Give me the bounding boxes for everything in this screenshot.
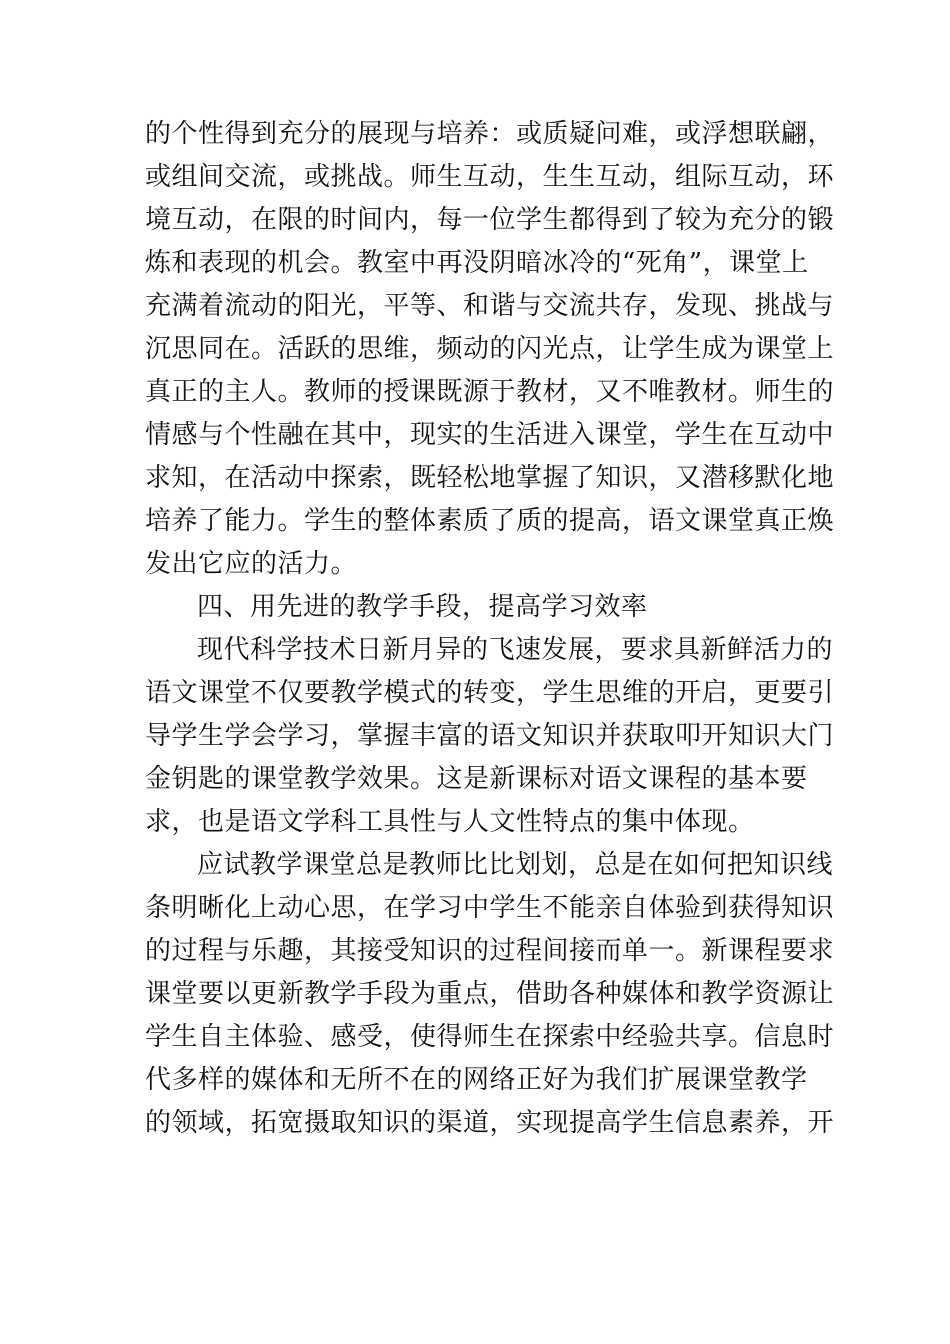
text-line: 充满着流动的阳光，平等、和谐与交流共存，发现、挑战与 — [145, 291, 835, 321]
text-line: 条明晰化上动心思，在学习中学生不能亲自体验到获得知识 — [145, 893, 835, 923]
text-line: 发出它应的活力。 — [145, 549, 358, 579]
paragraph-start-line: 现代科学技术日新月异的飞速发展，要求具新鲜活力的 — [197, 635, 834, 665]
text-line: 的过程与乐趣，其接受知识的过程间接而单一。新课程要求 — [145, 936, 835, 966]
paragraph-start-line: 应试教学课堂总是教师比比划划，总是在如何把知识线 — [197, 850, 834, 880]
text-line: 求，也是语文学科工具性与人文性特点的集中体现。 — [145, 807, 755, 837]
section-heading: 四、用先进的教学手段，提高学习效率 — [197, 592, 648, 622]
text-line: 的个性得到充分的展现与培养：或质疑问难，或浮想联翩， — [145, 119, 835, 149]
text-line: 境互动，在限的时间内，每一位学生都得到了较为充分的锻 — [145, 205, 835, 235]
text-line: 课堂要以更新教学手段为重点，借助各种媒体和教学资源让 — [145, 979, 835, 1009]
text-line: 炼和表现的机会。教室中再没阴暗冰冷的“死角”，课堂上 — [145, 248, 809, 278]
text-line: 语文课堂不仅要教学模式的转变，学生思维的开启，更要引 — [145, 678, 835, 708]
text-line: 学生自主体验、感受，使得师生在探索中经验共享。信息时 — [145, 1022, 835, 1052]
text-line: 的领域，拓宽摄取知识的渠道，实现提高学生信息素养，开 — [145, 1108, 835, 1138]
text-line: 情感与个性融在其中，现实的生活进入课堂，学生在互动中 — [145, 420, 835, 450]
text-line: 代多样的媒体和无所不在的网络正好为我们扩展课堂教学 — [145, 1065, 808, 1095]
text-line: 或组间交流，或挑战。师生互动，生生互动，组际互动，环 — [145, 162, 835, 192]
text-line: 求知，在活动中探索，既轻松地掌握了知识，又潜移默化地 — [145, 463, 835, 493]
text-line: 培养了能力。学生的整体素质了质的提高，语文课堂真正焕 — [145, 506, 835, 536]
text-line: 导学生学会学习，掌握丰富的语文知识并获取叩开知识大门 — [145, 721, 835, 751]
text-line: 沉思同在。活跃的思维，频动的闪光点，让学生成为课堂上 — [145, 334, 835, 364]
text-line: 金钥匙的课堂教学效果。这是新课标对语文课程的基本要 — [145, 764, 808, 794]
body-text — [145, 113, 835, 1145]
text-line: 真正的主人。教师的授课既源于教材，又不唯教材。师生的 — [145, 377, 835, 407]
